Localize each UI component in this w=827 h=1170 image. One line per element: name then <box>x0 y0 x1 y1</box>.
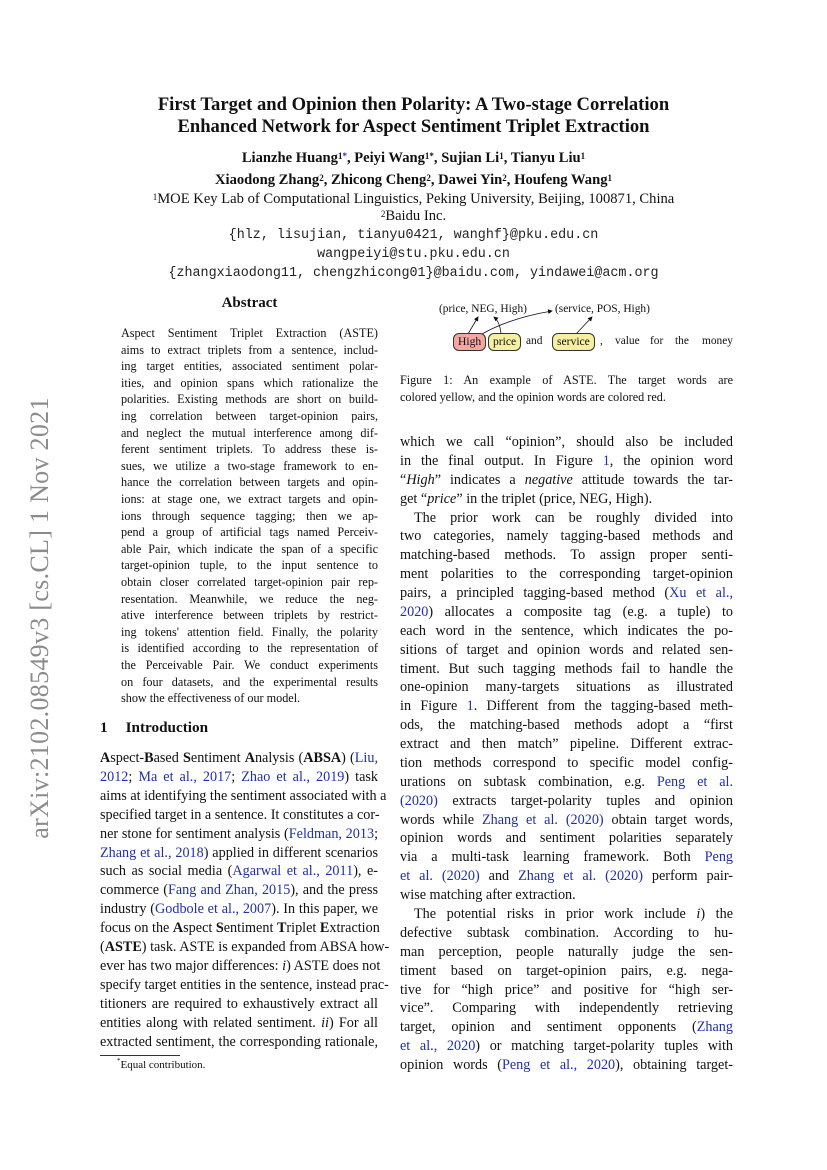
author-name: Sujian Li <box>441 150 500 166</box>
text-line <box>400 962 733 981</box>
abstract-line: hance the correlation between targets and opin- <box>121 475 378 490</box>
author-name: Zhicong Cheng <box>331 172 427 188</box>
text-span: which we call “opinion”, should also be included <box>400 434 733 450</box>
text-span: ; <box>374 825 379 842</box>
text-span: ment polarities to the corresponding target-opinion <box>400 566 733 583</box>
text-span <box>558 812 566 828</box>
text-span: spect- <box>110 750 145 766</box>
abstract-line: ities, and opinion spans which rationalize the <box>121 375 378 390</box>
text-line <box>400 848 733 867</box>
text-span: ii <box>321 1014 329 1031</box>
text-span: The potential risks in prior work include <box>414 906 697 922</box>
title-line-1: First Target and Opinion then Polarity: A Two-stage Correlation <box>157 94 670 115</box>
text-line <box>400 678 733 697</box>
author-affiliation-sup: 2 <box>502 173 507 183</box>
text-span: S <box>215 920 224 937</box>
abstract-line: pend a group of artificial tags named Perceiv- <box>121 525 378 540</box>
footnote-mark: * <box>117 1057 121 1065</box>
text-span: nalysis ( <box>254 750 304 766</box>
text-span: riplet <box>286 920 320 937</box>
text-line <box>400 1056 733 1075</box>
footnote-text: Equal contribution. <box>120 1059 206 1071</box>
text-span: vice”. Comparing with independently retrieving <box>400 1000 733 1017</box>
author-affiliation-sup: 1 <box>607 173 612 183</box>
text-line <box>100 1014 378 1033</box>
text-span: and <box>479 868 519 885</box>
citation-link[interactable]: Zhang et al., 2018 <box>100 844 204 861</box>
text-span: tive for “high price” and positive for “high ser- <box>400 981 733 998</box>
text-span: ( <box>100 939 105 955</box>
author-name: Tianyu Liu <box>510 150 581 166</box>
email-line-1[interactable]: {hlz, lisujian, tianyu0421, wanghf}@pku.edu.cn <box>228 228 599 243</box>
text-line <box>400 471 733 490</box>
text-span: perform pair- <box>642 868 733 885</box>
text-span: words while <box>400 811 482 828</box>
email-line-2[interactable]: wangpeiyi@stu.pku.edu.cn <box>317 247 510 262</box>
author-name: Xiaodong Zhang <box>214 172 320 188</box>
citation-link[interactable]: Feldman, 2013 <box>288 825 375 842</box>
footnote <box>117 1059 205 1071</box>
text-span: matching-based methods. To assign proper senti- <box>400 547 733 564</box>
text-line <box>100 768 378 787</box>
text-line <box>400 905 733 924</box>
text-line <box>400 452 733 471</box>
text-line <box>400 981 733 1000</box>
text-span: timent based on target-opinion pairs, e.g. nega- <box>400 962 733 979</box>
word-and: and <box>526 335 543 347</box>
text-line <box>100 881 378 900</box>
text-line <box>400 829 733 848</box>
text-span: i <box>696 906 701 922</box>
text-span: ) For all <box>328 1014 378 1031</box>
text-span: two categories, namely tagging-based methods and <box>400 528 733 545</box>
author-line-1 <box>0 148 827 168</box>
text-span: High <box>406 471 435 488</box>
abstract-line: ing correlation between target-opinion pairs, <box>121 409 378 423</box>
affiliation-1 <box>0 190 827 208</box>
text-span: E <box>319 920 330 937</box>
text-span: xtraction <box>329 920 380 937</box>
text-span: one-opinion many-targets situations as illustrated <box>400 679 733 696</box>
author-separator: , <box>430 172 439 188</box>
abstract-heading: Abstract <box>221 295 278 311</box>
affiliation-sup: 2 <box>380 209 386 219</box>
author-name: Lianzhe Huang <box>241 150 338 166</box>
text-line <box>100 938 390 957</box>
opinion-word-high: High <box>453 333 486 351</box>
caption-line-2: colored yellow, and the opinion words are colored red. <box>400 390 666 404</box>
target-word-service: service <box>552 333 595 351</box>
text-span: titioners are required to exhaustively extract all <box>100 995 378 1012</box>
author-name: Peiyi Wang <box>354 150 425 166</box>
text-span: S <box>183 750 191 766</box>
word-money: money <box>702 335 734 347</box>
abstract-line: ions through sequence tagging; then we ap- <box>121 508 378 523</box>
paper-title <box>0 94 827 138</box>
text-line <box>400 811 733 830</box>
author-affiliation-sup: 1 <box>337 151 343 161</box>
text-span: entiment <box>190 750 245 766</box>
section-title: Introduction <box>125 719 209 736</box>
text-line <box>100 976 389 995</box>
text-span: ) or matching target-polarity tuples with <box>475 1038 733 1055</box>
text-span: A <box>100 750 111 766</box>
abstract-line: the Perceivable Pair. We conduct experiments <box>121 658 378 672</box>
text-line <box>400 924 733 943</box>
text-span: ), obtaining target- <box>615 1057 733 1074</box>
text-span: ) the <box>700 906 733 922</box>
author-affiliation-sup: 2 <box>319 173 324 183</box>
text-line <box>400 867 733 886</box>
text-span: A <box>172 920 184 937</box>
triplet-1-label: (price, NEG, High) <box>439 303 527 315</box>
text-span: via a multi-task learning framework. Both <box>400 849 705 866</box>
text-span: industry ( <box>100 901 156 918</box>
author-line-2 <box>0 170 827 190</box>
text-span: in Figure <box>400 698 467 715</box>
citation-link[interactable]: Liu, <box>354 750 378 766</box>
citation-link[interactable]: 1 <box>602 452 610 469</box>
text-span: opinion words and sentiment polarities separately <box>400 830 733 847</box>
text-line <box>100 806 378 825</box>
text-line <box>400 527 733 546</box>
citation-link[interactable]: Fang and Zhan, 2015 <box>167 882 291 899</box>
triplet-2-label: (service, POS, High) <box>555 303 650 315</box>
text-line <box>400 565 733 584</box>
abstract-line: sues, we utilize a two-stage framework to en- <box>121 458 378 473</box>
author-affiliation-sup: 1 <box>580 151 586 161</box>
citation-link[interactable]: 1 <box>466 698 474 715</box>
text-span: i <box>282 957 287 974</box>
text-span: specify target entities in the sentence, instead prac- <box>100 976 389 993</box>
text-span: focus on the <box>100 920 173 937</box>
citation-link[interactable]: Zhao et al., 2019 <box>241 768 345 785</box>
abstract-line: ions: at stage one, we extract targets and opin- <box>121 492 378 506</box>
arxiv-watermark: arXiv:2102.08549v3 [cs.CL] 1 Nov 2021 <box>25 397 54 839</box>
abstract-line: aims to extract triplets from a sentence, includ- <box>121 342 378 357</box>
text-line <box>400 716 733 735</box>
text-span: timent. But such tagging methods fail to handle the <box>400 660 733 677</box>
word-comma: , <box>600 335 603 347</box>
citation-link[interactable]: Zhang <box>696 1019 733 1036</box>
text-line <box>400 735 733 754</box>
text-span: ABSA <box>303 750 342 766</box>
text-span: B <box>144 750 154 766</box>
text-line <box>100 862 378 881</box>
text-span: ever has two major differences: <box>100 957 283 974</box>
author-affiliation-sup: 2 <box>426 173 431 183</box>
text-line <box>400 641 733 660</box>
citation-link[interactable]: 2020 <box>400 603 429 620</box>
text-span: each word in the sentence, which indicates the po- <box>400 622 733 639</box>
abstract-line: ative interference between triplets by restrict- <box>121 608 378 623</box>
citation-link[interactable]: Zhang et al. <box>481 811 558 828</box>
text-line <box>400 622 733 641</box>
citation-link[interactable]: (2020) <box>605 868 643 885</box>
abstract-line: ing tokens' attention field. Finally, the polarity <box>121 624 378 639</box>
text-span: target, opinion and sentiment opponents ( <box>400 1019 697 1036</box>
footnote-rule <box>100 1055 180 1056</box>
text-span: ” indicates a <box>434 471 525 488</box>
citation-link[interactable]: Agarwal et al., 2011 <box>232 863 354 880</box>
text-span: ) allocates a composite tag (e.g. a tuple) to <box>428 603 733 620</box>
author-separator: , <box>346 150 355 166</box>
author-separator: , <box>506 172 515 188</box>
text-line <box>400 773 733 792</box>
abstract-line: able Pair, which indicate the span of a specific <box>121 541 378 556</box>
abstract-line: resentation. Meanwhile, we reduce the neg- <box>121 591 378 606</box>
citation-link[interactable]: (2020) <box>565 811 604 828</box>
text-span: ased <box>153 750 183 766</box>
word-for: for <box>650 335 664 347</box>
text-line <box>100 749 378 768</box>
text-span: ; <box>128 768 139 785</box>
text-span <box>433 868 442 884</box>
citation-link[interactable]: et al. <box>400 868 433 885</box>
text-span: pairs, a principled tagging-based method ( <box>400 585 670 602</box>
text-span: The prior work can be roughly divided into <box>414 509 733 526</box>
author-separator: , <box>433 150 442 166</box>
text-span: ” in the triplet (price, NEG, High). <box>456 490 653 507</box>
text-span: ), and the press <box>290 882 379 899</box>
text-span: ; <box>231 768 242 785</box>
text-span: T <box>276 920 287 937</box>
text-line <box>400 1018 733 1037</box>
text-line <box>400 697 733 716</box>
text-span: entiment <box>223 920 277 937</box>
citation-link[interactable]: Godbole et al., 2007 <box>155 901 272 918</box>
text-span: spect <box>183 920 216 937</box>
text-span: attitude towards the tar- <box>572 471 733 488</box>
text-span: ) ( <box>341 750 355 766</box>
text-span: wise matching after extraction. <box>400 887 576 904</box>
text-span: , the opinion word <box>609 452 733 469</box>
figure-caption <box>400 372 733 406</box>
text-span: specified target in a sentence. It constitutes a cor- <box>100 806 380 823</box>
abstract-line: ing target entities, associated sentiment polar- <box>121 359 378 374</box>
caption-line-1: Figure 1: An example of ASTE. The target words are <box>400 373 733 387</box>
abstract-line: show the effectiveness of our model. <box>121 691 301 706</box>
text-span: negative <box>524 471 573 488</box>
word-the: the <box>675 335 689 347</box>
text-span: extracts target-polarity tuples and opinion <box>437 792 733 809</box>
affiliation-2 <box>0 207 827 225</box>
citation-link[interactable]: Zhang et al. <box>518 868 597 885</box>
citation-link[interactable]: Peng et al. <box>656 773 733 790</box>
text-span: ) ASTE does not <box>286 957 381 974</box>
text-line <box>100 1033 378 1052</box>
text-span: aims at identifying the sentiment associated with a <box>100 787 387 804</box>
text-span: ) task. ASTE is expanded from ABSA how- <box>141 939 390 955</box>
title-line-2: Enhanced Network for Aspect Sentiment Triplet Extraction <box>177 116 650 137</box>
text-span: sitions of target and opinion words and related sen- <box>400 641 733 658</box>
text-line <box>400 490 733 509</box>
abstract-line: is identified according to the representation of <box>121 641 378 656</box>
text-span: man perception, people naturally judge the sen- <box>400 943 733 960</box>
text-span: price <box>427 490 457 507</box>
text-span: ner stone for sentiment analysis ( <box>100 825 289 842</box>
text-line <box>100 957 381 976</box>
text-span: obtain target words, <box>603 811 733 828</box>
citation-link[interactable]: (2020) <box>441 868 480 885</box>
text-span: defective subtask combination. According to hu- <box>400 924 733 941</box>
citation-link[interactable]: et al., 2020 <box>400 1038 476 1055</box>
affiliation-text: MOE Key Lab of Computational Linguistics, Peking University, Beijing, 100871, China <box>157 191 675 207</box>
abstract-line: on four datasets, and the experimental results <box>121 674 378 689</box>
text-span: ), e- <box>353 863 378 880</box>
text-span: get “ <box>400 490 428 507</box>
affiliation-text: Baidu Inc. <box>385 208 447 224</box>
text-span: tion methods correspond to specific model config- <box>400 754 733 771</box>
text-span: A <box>244 750 255 766</box>
citation-link[interactable]: Ma et al., 2017 <box>138 768 232 785</box>
citation-link[interactable]: (2020) <box>400 792 438 809</box>
text-line <box>100 995 378 1014</box>
text-span: such as social media ( <box>100 863 233 880</box>
text-line <box>100 825 378 844</box>
text-span: . Different from the tagging-based meth- <box>473 698 733 715</box>
text-line <box>400 943 733 962</box>
arrow-service-to-triplet2 <box>576 317 592 334</box>
text-line <box>400 603 733 622</box>
text-span: ) applied in different scenarios <box>203 844 378 861</box>
citation-link[interactable]: 2012 <box>100 768 129 785</box>
word-value: value <box>615 335 640 347</box>
text-line <box>100 919 378 938</box>
author-affiliation-sup: 1 <box>499 151 504 161</box>
text-line <box>400 433 733 452</box>
text-line <box>400 999 733 1018</box>
abstract-line: ferent sentiment triplets. To address these is- <box>121 442 378 457</box>
text-span <box>596 868 605 884</box>
text-line <box>400 509 733 528</box>
email-line-3[interactable]: {zhangxiaodong11, chengzhicong01}@baidu.com, yindawei@acm.org <box>168 266 659 281</box>
text-line <box>400 546 733 565</box>
abstract-line: obtain closer correlated target-opinion pair rep- <box>121 575 378 589</box>
text-line <box>400 584 733 603</box>
text-line <box>400 1037 733 1056</box>
author-name: Houfeng Wang <box>514 172 608 188</box>
text-span: extracted sentiment, the corresponding rationale, <box>100 1033 378 1050</box>
text-span: “ <box>400 471 407 488</box>
text-span: commerce ( <box>100 882 168 899</box>
text-span: opinion words ( <box>400 1057 502 1074</box>
author-name: Dawei Yin <box>438 172 503 188</box>
affiliation-sup: 1 <box>152 192 158 202</box>
author-affiliation-sup: 1* <box>424 151 434 161</box>
section-heading-introduction <box>100 719 208 737</box>
text-line <box>400 754 733 773</box>
text-span: ods, the matching-based methods adopt a “first <box>400 717 733 734</box>
text-span: in the final output. In Figure <box>400 452 603 469</box>
text-span: ASTE <box>104 939 142 955</box>
abstract-line: Aspect Sentiment Triplet Extraction (ASTE) <box>121 326 378 340</box>
abstract-line: and neglect the mutual interference among dif- <box>121 425 378 440</box>
text-line <box>400 660 733 679</box>
text-span: urations on subtask combination, e.g. <box>400 773 657 790</box>
abstract-line: polarities. Existing methods are short on build- <box>121 392 378 407</box>
text-span: extract and then match” pipeline. Different extrac- <box>400 736 733 753</box>
text-span: entities along with related sentiment. <box>100 1014 322 1031</box>
text-line <box>100 787 387 806</box>
text-line <box>100 844 378 863</box>
section-number: 1 <box>100 719 108 736</box>
target-word-price: price <box>488 333 521 351</box>
arrow-high-to-triplet1 <box>468 317 478 334</box>
footnote-marker[interactable]: * <box>342 151 347 161</box>
author-separator: , <box>323 172 332 188</box>
text-span: ) task <box>344 768 378 785</box>
citation-link[interactable]: Peng et al., 2020 <box>501 1057 616 1074</box>
text-line <box>400 792 733 811</box>
citation-link[interactable]: Peng <box>704 849 733 866</box>
text-line <box>400 886 733 905</box>
text-line <box>100 900 378 919</box>
abstract-line: target-opinion tuple, to the input sentence to <box>121 558 378 573</box>
author-separator: , <box>503 150 511 166</box>
figure-1 <box>400 298 740 368</box>
citation-link[interactable]: Xu et al., <box>669 585 733 602</box>
text-span: ). In this paper, we <box>271 901 378 918</box>
